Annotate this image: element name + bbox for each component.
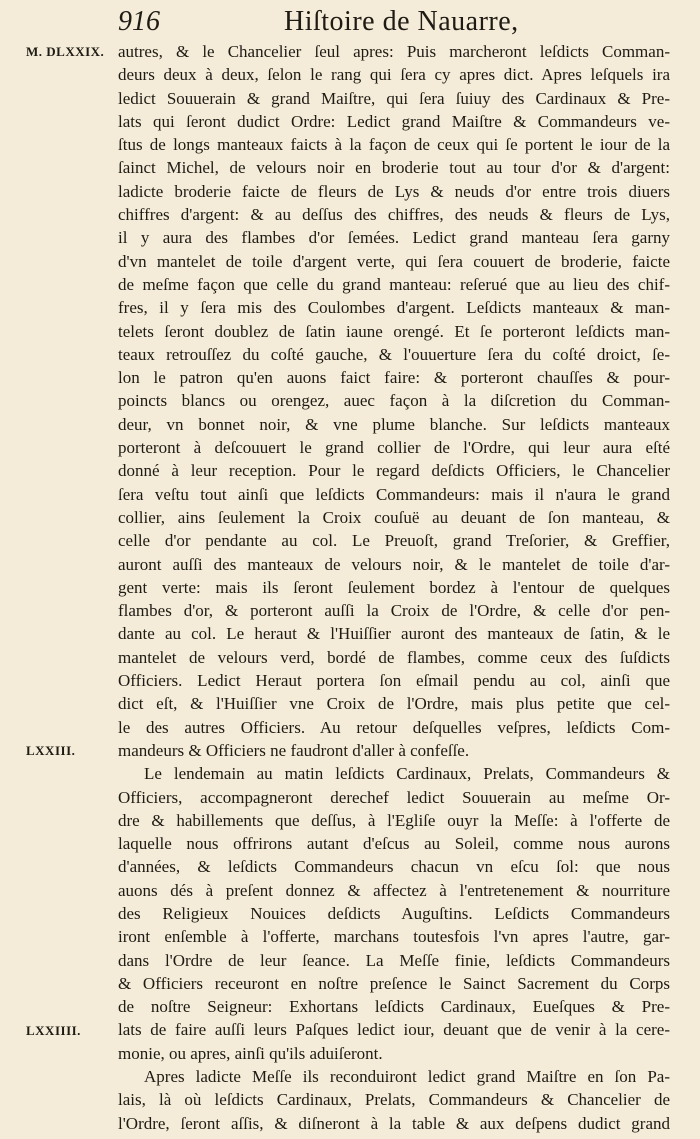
margin-note: LXXIIII. (26, 1022, 81, 1038)
text-line: ſtus de longs manteaux faicts à la façon de ceux qui ſe portent le iour de la (118, 135, 670, 155)
text-line: deur, vn bonnet noir, & vne plume blanche. Sur leſdicts manteaux (118, 414, 670, 434)
text-line: poincts blancs ou orengez, auec façon à la diſcretion du Comman- (118, 391, 670, 411)
text-line: auons dés à preſent donnez & affectez à l'entretenement & nourriture (118, 880, 670, 900)
text-line: & Officiers receuront en noſtre preſence le Sainct Sacrement du Corps (118, 973, 670, 993)
text-line: fres, il y ſera mis des Coulombes d'argent. Leſdicts manteaux & man- (118, 298, 670, 318)
text-line: Officiers, accompagneront derechef ledict Souuerain au meſme Or- (118, 787, 670, 807)
text-line: mandeurs & Officiers ne faudront d'aller à confeſſe. (118, 740, 470, 760)
text-line: deurs deux à deux, ſelon le rang qui ſera cy apres dict. Apres leſquels ira (118, 65, 670, 85)
text-line: d'vn mantelet de toile d'argent verte, qui ſera couuert de broderie, faicte (118, 251, 670, 271)
text-line: flambes d'or, & porteront auſſi la Croix de l'Ordre, & celle d'or pen- (118, 601, 670, 621)
text-line: il y aura des flambes d'or ſemées. Ledict grand manteau ſera garny (118, 228, 670, 248)
running-title: Hiſtoire de Nauarre, (284, 6, 519, 37)
text-line: lats qui ſeront dudict Ordre: Ledict grand Maiſtre & Commandeurs ve- (118, 111, 670, 131)
text-line: des Religieux Nouices deſdicts Auguſtins. Leſdicts Commandeurs (118, 903, 670, 923)
text-line: chiffres d'argent: & au deſſus des chiffres, des neuds & fleurs de Lys, (118, 205, 670, 225)
text-line: ledict Souuerain & grand Maiſtre, qui ſera ſuiuy des Cardinaux & Pre- (118, 88, 670, 108)
text-line: teaux retrouſſez du coſté gauche, & l'ouuerture ſera du coſté droict, ſe- (118, 344, 670, 364)
text-line: Le lendemain au matin leſdicts Cardinaux, Prelats, Commandeurs & (144, 764, 670, 784)
text-line: telets ſeront doublez de ſatin iaune orengé. Et ſe porteront leſdicts man- (118, 321, 670, 341)
text-line: lon le patron qu'en auons faict faire: & porteront chauſſes & pour- (118, 368, 670, 388)
margin-note: M. DLXXIX. (26, 44, 105, 59)
text-line: lats de faire auſſi leurs Paſques ledict iour, deuant que de venir à la cere- (118, 1020, 670, 1040)
text-line: donné à leur reception. Pour le regard deſdicts Officiers, le Chancelier (118, 461, 670, 481)
text-line: collier, ains ſeulement la Croix couſuë au deuant de ſon manteau, & (118, 507, 670, 527)
text-line: iront enſemble à l'offerte, marchans toutesfois l'vn apres l'autre, gar- (118, 927, 670, 947)
body-text (118, 40, 670, 1135)
text-line: dante au col. Le heraut & l'Huiſſier auront des manteaux de ſatin, & le (118, 624, 670, 644)
text-line: mantelet de velours verd, bordé de flambes, comme ceux des ſuſdicts (118, 647, 670, 667)
text-line: celle d'or pendante au col. Le Preuoſt, grand Treſorier, & Greffier, (118, 531, 670, 551)
margin-note: LXXIII. (26, 743, 76, 758)
text-line: autres, & le Chancelier ſeul apres: Puis marcheront leſdicts Comman- (118, 42, 670, 61)
page-header (0, 0, 700, 44)
text-line: dre & habillements que deſſus, à l'Egliſe ouyr la Meſſe: à l'offerte de (118, 810, 670, 830)
text-line: de meſme façon que celle du grand manteau: reſerué que au lieu des chif- (118, 274, 670, 294)
text-line: ladicte broderie faicte de fleurs de Lys & neuds d'or entre trois diuers (118, 181, 670, 201)
text-line: lais, là où leſdicts Cardinaux, Prelats, Commandeurs & Chancelier de (118, 1090, 670, 1110)
text-line: auront auſſi des manteaux de velours noir, & le mantelet de toile d'ar- (118, 554, 670, 574)
text-line: d'années, & leſdicts Commandeurs chacun vn eſcu ſol: que nous (118, 857, 670, 877)
page-number: 916 (118, 6, 160, 37)
text-line: ſainct Michel, de velours noir en broderie tout au tour d'or & d'argent: (118, 158, 670, 178)
text-line: de noſtre Seigneur: Exhortans leſdicts Cardinaux, Eueſques & Pre- (118, 997, 670, 1017)
text-line: Apres ladicte Meſſe ils reconduiront ledict grand Maiſtre en ſon Pa- (144, 1067, 670, 1087)
text-line: l'Ordre, ſeront aſſis, & diſneront à la table & aux deſpens dudict grand (118, 1113, 670, 1133)
text-line: ſera veſtu tout ainſi que leſdicts Commandeurs: mais il n'aura le grand (118, 484, 670, 504)
text-line: Officiers. Ledict Heraut portera ſon eſmail pendu au col, ainſi que (118, 671, 670, 691)
text-line: le des autres Officiers. Au retour deſquelles veſpres, leſdicts Com- (118, 717, 670, 737)
text-line: gent verte: mais ils ſeront ſeulement bordez à l'entour de quelques (118, 577, 670, 597)
text-line: monie, ou apres, ainſi qu'ils aduiſeront. (118, 1043, 383, 1063)
text-line: porteront à deſcouuert le grand collier de l'Ordre, qui leur aura eſté (118, 438, 670, 458)
text-line: laquelle nous offrirons autant d'eſcus au Soleil, comme nous aurons (118, 834, 670, 854)
text-line: dans l'Ordre de leur ſeance. La Meſſe finie, leſdicts Commandeurs (118, 950, 670, 970)
text-line: dict eſt, & l'Huiſſier vne Croix de l'Ordre, mais plus petite que cel- (118, 694, 670, 714)
